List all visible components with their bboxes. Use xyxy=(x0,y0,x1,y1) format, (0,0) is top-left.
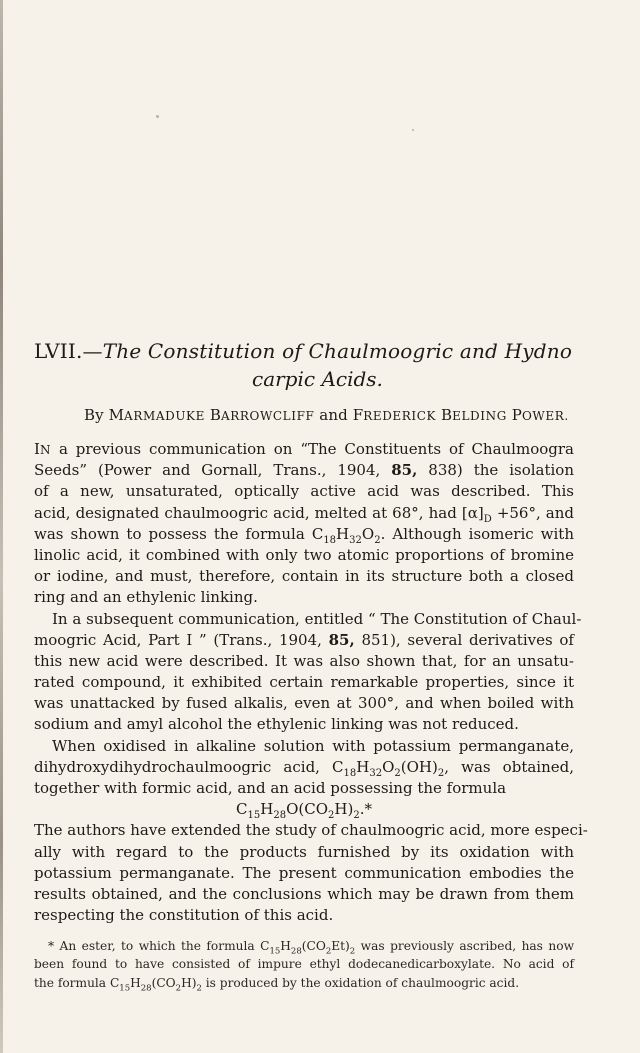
paragraph-2-line: moogric Acid, Part I ” (Trans., 1904, 85, 851), several derivatives of xyxy=(34,630,574,649)
paragraph-1-line: Seeds” (Power and Gornall, Trans., 1904, 85, 838) the isolation xyxy=(34,461,574,480)
paragraph-3-line: together with formic acid, and an acid possessing the formula xyxy=(34,779,507,797)
byline: By MARMADUKE BARROWCLIFF and FREDERICK BELDING POWER. xyxy=(84,406,569,424)
paragraph-3-line: dihydroxydihydrochaulmoogric acid, $C_{18}H_{32}O_2(OH)_2$, was obtained, xyxy=(34,757,574,779)
paper-speck xyxy=(156,115,159,118)
page-binding-edge xyxy=(0,0,3,1053)
paragraph-2-line: was unattacked by fused alkalis, even at 300°, and when boiled with xyxy=(34,694,574,713)
footnote-line: been found to have consisted of impure ethyl dodecanedicarboxylate. No acid of xyxy=(34,957,574,972)
paragraph-4-line: The authors have extended the study of chaulmoogric acid, more especi- xyxy=(34,821,588,840)
paragraph-1-line: linolic acid, it combined with only two atomic proportions of bromine xyxy=(34,545,574,564)
paragraph-1-line: ring and an ethylenic linking. xyxy=(34,588,258,607)
paragraph-4-line: potassium permanganate. The present communication embodies the xyxy=(34,863,574,882)
paragraph-4-line: results obtained, and the conclusions which may be drawn from them xyxy=(34,884,574,903)
paragraph-4-line: ally with regard to the products furnished by its oxidation with xyxy=(34,842,574,861)
paragraph-1-line: was shown to possess the formula $C_{18}H_{32}O_2$. Although isomeric with xyxy=(34,524,574,546)
paragraph-2-line: sodium and amyl alcohol the ethylenic linking was not reduced. xyxy=(34,715,519,734)
article-title: LVII.—The Constitution of Chaulmoogric and Hydno xyxy=(34,339,573,363)
paper-speck xyxy=(412,129,414,131)
paragraph-2-line: this new acid were described. It was also shown that, for an unsatu- xyxy=(34,651,574,670)
paragraph-1-line: acid, designated chaulmoogric acid, melted at 68°, had $[\alpha]_D +56^\circ$, and xyxy=(34,503,575,525)
article-number: LVII. xyxy=(34,339,83,363)
footnote-line: * An ester, to which the formula $C_{15}H_{28}(CO_2Et)_2$ was previously ascribed, has now xyxy=(48,939,575,957)
paragraph-4-line: respecting the constitution of this acid. xyxy=(34,906,334,925)
article-body xyxy=(34,439,588,926)
paragraph-3-line: When oxidised in alkaline solution with potassium permanganate, xyxy=(52,736,574,755)
paragraph-1-line: or iodine, and must, therefore, contain in its structure both a closed xyxy=(34,567,574,586)
title-line-1: The Constitution of Chaulmoogric and Hydno xyxy=(102,339,573,363)
paragraph-1-line: IN a previous communication on “The Constituents of Chaulmoogra xyxy=(34,440,574,458)
paragraph-2-line: rated compound, it exhibited certain remarkable properties, since it xyxy=(34,673,574,692)
paragraph-2-line: In a subsequent communication, entitled “ The Constitution of Chaul- xyxy=(52,609,582,628)
footnote-line: the formula $C_{15}H_{28}(CO_2H)_2$ is produced by the oxidation of chaulmoogric acid. xyxy=(34,975,520,994)
formula-line: $C_{15}H_{28}O(CO_2H)_2.*$ xyxy=(236,800,372,822)
paragraph-1-line: of a new, unsaturated, optically active acid was described. This xyxy=(34,482,574,501)
title-line-2: carpic Acids. xyxy=(252,367,383,391)
footnote xyxy=(34,937,574,992)
